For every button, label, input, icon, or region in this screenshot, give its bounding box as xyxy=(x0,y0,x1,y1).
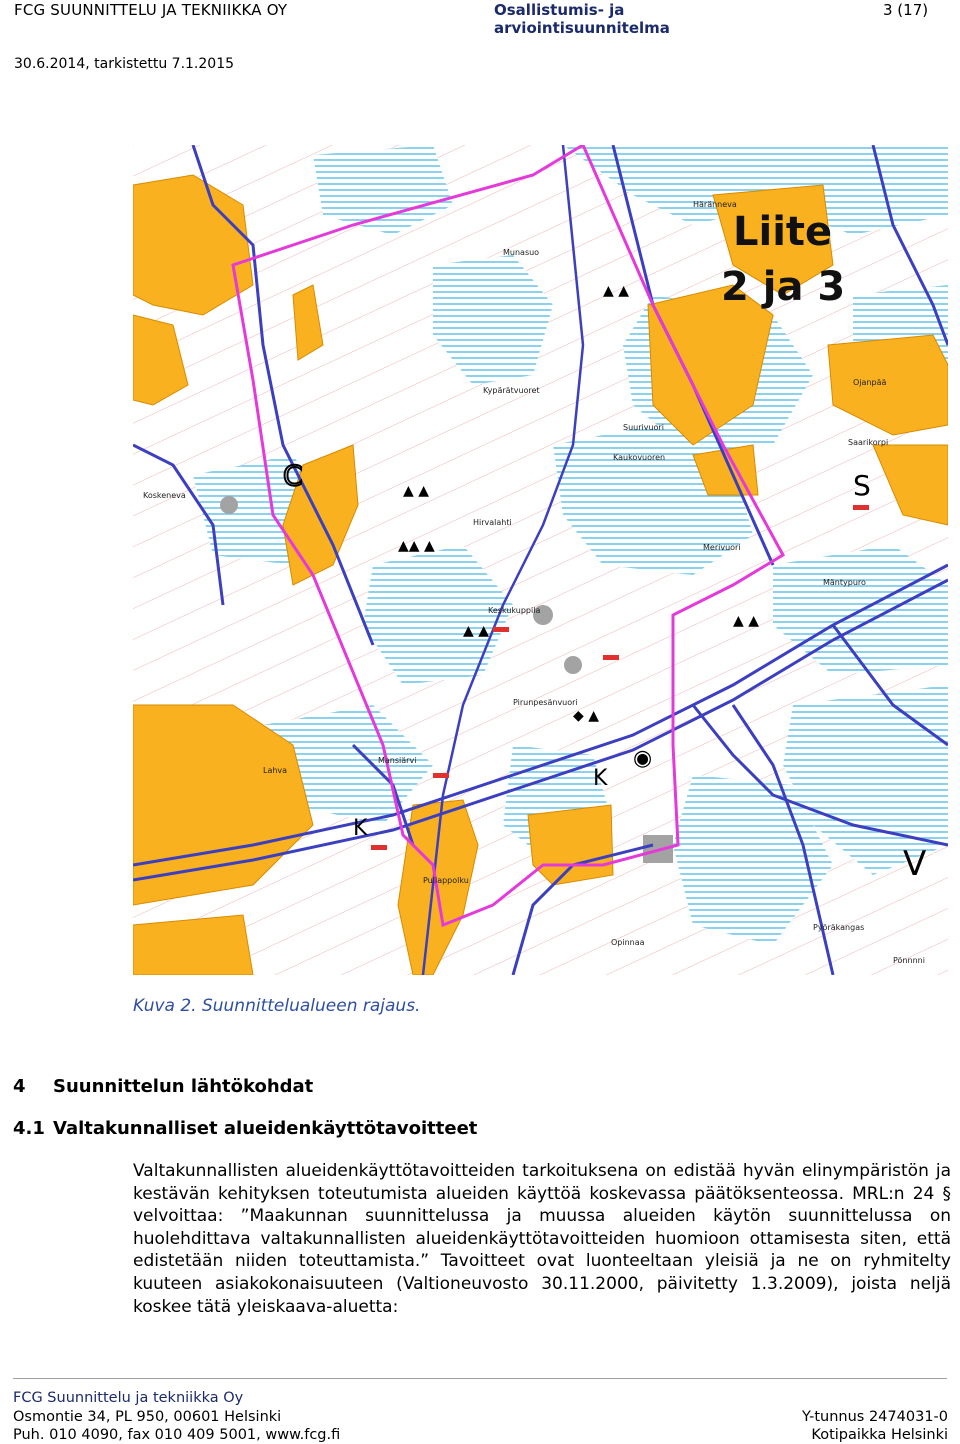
svg-text:▲ ▲: ▲ ▲ xyxy=(403,483,429,499)
footer-divider xyxy=(13,1378,947,1379)
planning-area-map xyxy=(133,145,948,975)
svg-text:V: V xyxy=(903,844,927,884)
place-name: Mansiärvi xyxy=(378,756,417,765)
place-name: Pyöräkangas xyxy=(813,923,865,932)
page-number: 3 (17) xyxy=(883,1,929,19)
figure-caption: Kuva 2. Suunnittelualueen rajaus. xyxy=(133,996,421,1016)
svg-text:C: C xyxy=(283,459,303,492)
footer-contact: Puh. 010 4090, fax 010 409 5001, www.fcg.fi xyxy=(13,1427,341,1443)
footer-company: FCG Suunnittelu ja tekniikka Oy xyxy=(13,1390,244,1406)
liite-label-line2: 2 ja 3 xyxy=(721,264,846,310)
place-name: Lahva xyxy=(263,766,288,775)
map-svg xyxy=(133,145,948,975)
body-paragraph: Valtakunnallisten alueidenkäyttötavoitteiden tarkoituksena on edistää hyvän elinympäristön ja kestävän kehityksen toteutumista alueiden käyttöä koskevassa päätöksenteossa. MRL:n 24 § velvoittaa: ”Maakunnan suunnittelussa ja muussa alueiden käytön suunnittelussa on huolehdittava valtakunnallisten alueidenkäyttötavoitteiden huomioon ottamisesta siten, että edistetään niiden toteuttamista.” Tavoitteet ovat luonteeltaan yleisiä ja ne on ryhmitelty kuuteen asiakokonaisuuteen (Valtioneuvosto 30.11.2000, päivitetty 1.3.2009), joista neljä koskee tätä yleiskaava-aluetta: xyxy=(133,1161,951,1317)
liite-label-line1: Liite xyxy=(733,209,833,255)
section-number: 4 xyxy=(13,1076,26,1097)
place-name: Opinnaa xyxy=(611,938,645,947)
section-title: Suunnittelun lähtökohdat xyxy=(53,1076,314,1097)
place-name: Koskeneva xyxy=(143,491,186,500)
place-name: Pirunpesänvuori xyxy=(513,698,578,707)
svg-text:K: K xyxy=(593,766,608,791)
svg-text:K: K xyxy=(353,816,368,841)
svg-text:▲ ▲: ▲ ▲ xyxy=(463,623,489,639)
place-name: Merivuori xyxy=(703,543,741,552)
place-name: Suurivuori xyxy=(623,423,664,432)
footer-domicile: Kotipaikka Helsinki xyxy=(811,1427,948,1443)
svg-text:◉: ◉ xyxy=(633,746,653,771)
place-name: Häränneva xyxy=(693,200,737,209)
place-name: Kaukovuoren xyxy=(613,453,666,462)
document-title-line2: arviointisuunnitelma xyxy=(494,19,670,37)
section-heading-4-1 xyxy=(13,1118,477,1139)
svg-text:▲▲ ▲: ▲▲ ▲ xyxy=(398,538,435,554)
section-number: 4.1 xyxy=(13,1118,45,1139)
svg-text:▲ ▲: ▲ ▲ xyxy=(603,283,629,299)
footer-address: Osmontie 34, PL 950, 00601 Helsinki xyxy=(13,1409,282,1425)
place-name: Saarikorpi xyxy=(848,438,889,447)
document-title xyxy=(494,1,670,37)
place-name: Pullappolku xyxy=(423,876,469,885)
section-title: Valtakunnalliset alueidenkäyttötavoitteet xyxy=(53,1118,478,1139)
document-title-line1: Osallistumis- ja xyxy=(494,1,625,19)
place-name: Keskukuppila xyxy=(488,606,541,615)
svg-text:◆ ▲: ◆ ▲ xyxy=(573,708,599,724)
place-name: Munasuo xyxy=(503,248,540,257)
footer-business-id: Y-tunnus 2474031-0 xyxy=(801,1409,948,1425)
section-heading-4 xyxy=(13,1076,313,1097)
place-name: Ojanpää xyxy=(853,378,887,387)
place-name: Hirvalahti xyxy=(473,518,512,527)
place-name: Kypärätvuoret xyxy=(483,386,540,395)
place-name: Mäntypuro xyxy=(823,578,866,587)
svg-text:S: S xyxy=(853,469,871,502)
svg-text:▲ ▲: ▲ ▲ xyxy=(733,613,759,629)
document-date: 30.6.2014, tarkistettu 7.1.2015 xyxy=(14,56,235,72)
place-name: Pönnnni xyxy=(893,956,925,965)
header-company: FCG SUUNNITTELU JA TEKNIIKKA OY xyxy=(14,1,288,19)
